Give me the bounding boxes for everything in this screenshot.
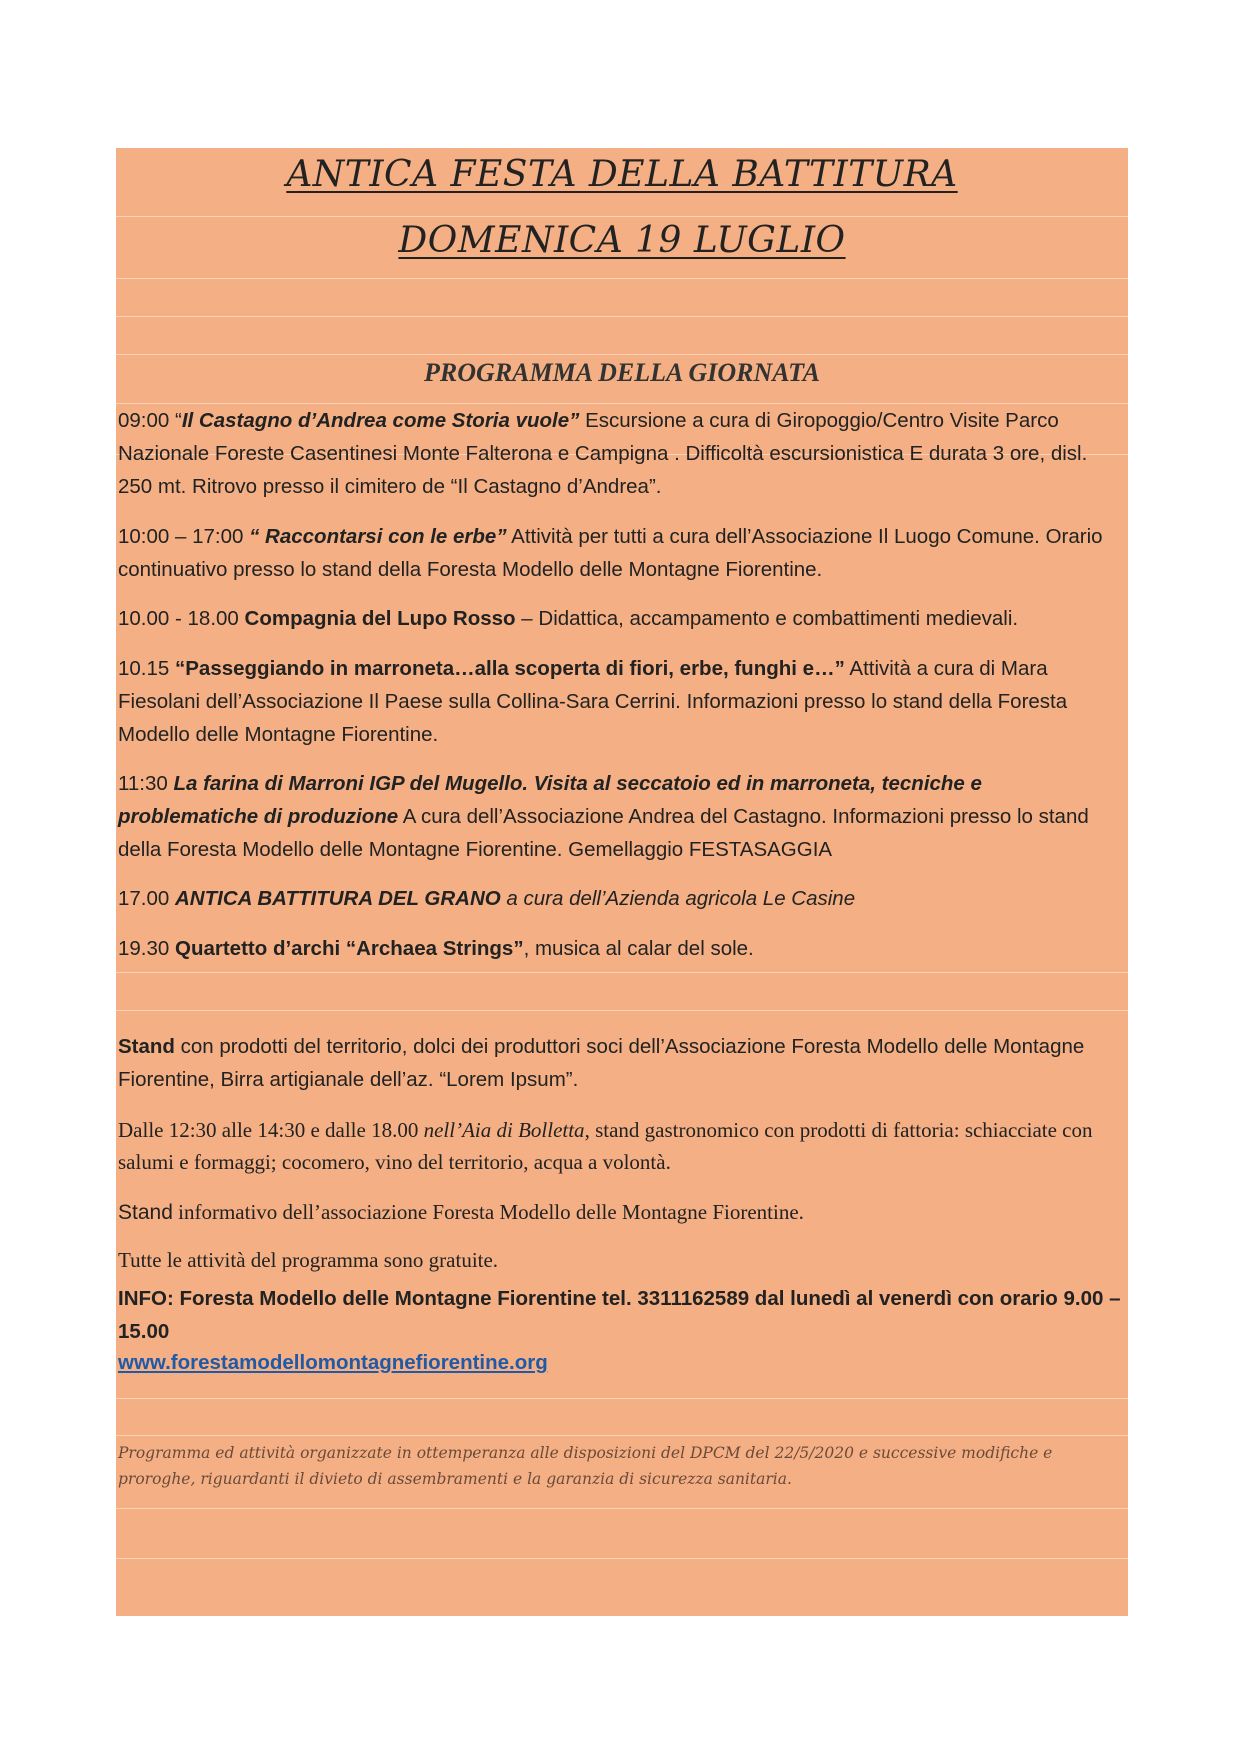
stand-informativo: Stand informativo dell’associazione Foresta Modello delle Montagne Fiorentine. xyxy=(118,1200,804,1224)
footer-note: Programma ed attività organizzate in ottemperanza alle disposizioni del DPCM del 22/5/2020 e successive modifiche e proroghe, riguardanti il divieto di assembramenti e la garanzia di sicurezza sanitaria. xyxy=(118,1444,1053,1488)
program-heading: PROGRAMMA DELLA GIORNATA xyxy=(424,358,820,387)
gastro-info: Dalle 12:30 alle 14:30 e dalle 18.00 nell’Aia di Bolletta, stand gastronomico con prodotti di fattoria: schiacciate con salumi e formaggi; cocomero, vino del territorio, acqua a volontà. xyxy=(118,1118,1093,1174)
contact-info: INFO: Foresta Modello delle Montagne Fiorentine tel. 3311162589 dal lunedì al venerdì con orario 9.00 – 15.00 xyxy=(118,1287,1121,1343)
event-item: 19.30 Quartetto d’archi “Archaea Strings”, musica al calar del sole. xyxy=(118,937,754,960)
event-date: DOMENICA 19 LUGLIO xyxy=(398,220,846,261)
event-item: 11:30 La farina di Marroni IGP del Mugello. Visita al seccatoio ed in marroneta, tecniche e problematiche di produzione A cura dell’Associazione Andrea del Castagno. Informazioni presso lo stand della Foresta Modello delle Montagne Fiorentine. Gemellaggio FESTASAGGIA xyxy=(118,772,1089,861)
free-activities: Tutte le attività del programma sono gratuite. xyxy=(118,1248,499,1272)
event-item: 10.00 - 18.00 Compagnia del Lupo Rosso – Didattica, accampamento e combattimenti medievali. xyxy=(118,607,1019,630)
website-link[interactable]: www.forestamodellomontagnefiorentine.org xyxy=(118,1351,548,1374)
event-item: 17.00 ANTICA BATTITURA DEL GRANO a cura dell’Azienda agricola Le Casine xyxy=(118,887,856,910)
flyer-panel xyxy=(116,148,1128,1616)
event-item: 09:00 “Il Castagno d’Andrea come Storia vuole” Escursione a cura di Giropoggio/Centro Visite Parco Nazionale Foreste Casentinesi Monte Falterona e Campigna . Difficoltà escursionistica E durata 3 ore, disl. 250 mt. Ritrovo presso il cimitero de “Il Castagno d’Andrea”. xyxy=(118,409,1088,498)
website-row xyxy=(118,1346,1124,1379)
event-title: ANTICA FESTA DELLA BATTITURA xyxy=(286,154,958,195)
stand-info: Stand con prodotti del territorio, dolci dei produttori soci dell’Associazione Foresta Modello delle Montagne Fiorentine, Birra artigianale dell’az. “Lorem Ipsum”. xyxy=(118,1035,1085,1091)
event-item: 10.15 “Passeggiando in marroneta…alla scoperta di fiori, erbe, funghi e…” Attività a cura di Mara Fiesolani dell’Associazione Il Paese sulla Collina-Sara Cerrini. Informazioni presso lo stand della Foresta Modello delle Montagne Fiorentine. xyxy=(118,657,1068,746)
event-item: 10:00 – 17:00 “ Raccontarsi con le erbe” Attività per tutti a cura dell’Associazione Il Luogo Comune. Orario continuativo presso lo stand della Foresta Modello delle Montagne Fiorentine. xyxy=(118,525,1103,581)
